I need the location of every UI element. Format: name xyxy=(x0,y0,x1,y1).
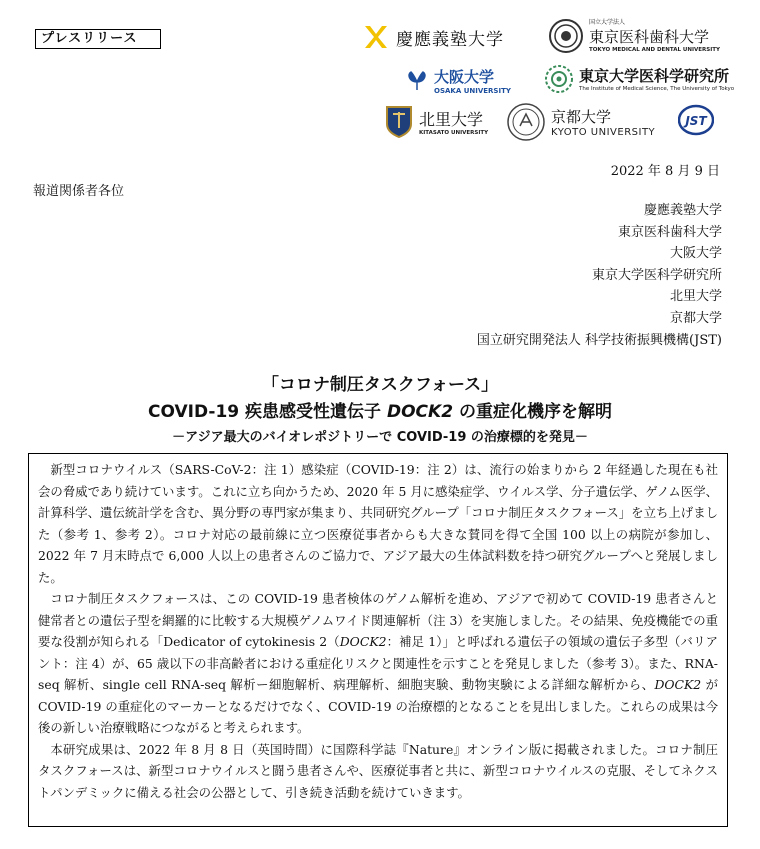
jst-mark-icon xyxy=(678,104,714,136)
title-gene-name: DOCK2 xyxy=(386,402,454,422)
title-line-2 xyxy=(0,397,760,422)
ims-english: The Institute of Medical Science, The University of Tokyo xyxy=(579,86,735,92)
summary-paragraph-1: 新型コロナウイルス（SARS-CoV-2：注 1）感染症（COVID-19：注 2）は、流行の始まりから 2 年経過した現在も社会の脅威であり続けています。これに立ち向かうため、2020 年 5 月に感染症学、ウイルス学、分子遺伝学、ゲノム医学、計算科学、遺伝統計学を含む、異分野の専門家が集まり、共同研究グループ「コロナ制圧タスクフォース」を立ち上げました（参考 1、参考 2）。コロナ対応の最前線に立つ医療従事者からも大きな賛同を得て全国 100 以上の病院が参加し、2022 年 7 月末時点で 6,000 人以上の患者さんのご協力で、アジア最大の生体試料数を持つ研究グループへと発展しました。 xyxy=(38,462,718,585)
gene-name: DOCK2 xyxy=(654,677,702,692)
organization-item: 東京医科歯科大学 xyxy=(617,224,722,240)
organization-item: 大阪大学 xyxy=(669,246,722,262)
ims-emblem-icon xyxy=(544,64,574,94)
jst-logo xyxy=(678,104,714,136)
osaka-logo xyxy=(405,66,511,95)
organization-item: 国立研究開発法人 科学技術振興機構(JST) xyxy=(476,332,722,348)
organization-item: 北里大学 xyxy=(669,289,722,305)
summary-text: が COVID-19 の重症化のマーカーとなるだけでなく、COVID-19 の治療標的となることを見出しました。これらの成果は今後の新しい治療戦略につながると考えられます。 xyxy=(38,677,718,735)
keio-name: 慶應義塾大学 xyxy=(396,29,504,50)
tmdu-logo xyxy=(548,18,720,54)
tmdu-emblem-icon xyxy=(548,18,584,54)
kyoto-seal-icon xyxy=(506,102,546,142)
title-line-1: 「コロナ制圧タスクフォース」 xyxy=(261,375,499,395)
jst-mark-text: JST xyxy=(685,114,707,128)
summary-paragraph-2 xyxy=(38,588,718,739)
keio-pen-icon xyxy=(361,22,391,52)
press-release-label: プレスリリース xyxy=(35,29,161,49)
summary-paragraph-3: 本研究成果は、2022 年 8 月 8 日（英国時間）に国際科学誌『Nature』オンライン版に掲載されました。コロナ制圧タスクフォースは、新型コロナウイルスと闘う患者さんや、医療従事者と共に、新型コロナウイルスの克服、そしてネクストパンデミックに備える社会の公器として、引き続き活動を続けていきます。 xyxy=(38,741,718,800)
recipients-line: 報道関係者各位 xyxy=(33,184,125,199)
summary-box xyxy=(28,453,728,827)
organization-item: 東京大学医科学研究所 xyxy=(591,267,722,283)
kitasato-name: 北里大学 xyxy=(419,109,484,129)
osaka-english: OSAKA UNIVERSITY xyxy=(434,87,511,95)
summary-text: コロナ制圧タスクフォースは、この COVID-19 患者検体のゲノム解析を進め、アジアで初めて COVID-19 患者さんと健常者との遺伝子型を網羅的に比較する大規模ゲノムワイド関連解析（注 3）を実施しました。その結果、免疫機能での重要な役割が知られる「Dedicator of cytokinesis 2（ xyxy=(38,591,718,649)
osaka-ginkgo-icon xyxy=(405,70,429,92)
kitasato-logo xyxy=(384,104,488,138)
subtitle: －アジア最大のバイオレポジトリーで COVID-19 の治療標的を発見－ xyxy=(172,430,588,445)
osaka-name: 大阪大学 xyxy=(434,68,495,86)
tmdu-english: TOKYO MEDICAL AND DENTAL UNIVERSITY xyxy=(589,47,720,53)
tmdu-national-label: 国立大学法人 xyxy=(589,19,626,26)
organization-item: 慶應義塾大学 xyxy=(643,203,722,218)
title-prefix: COVID-19 疾患感受性遺伝子 xyxy=(148,402,387,422)
organization-item: 京都大学 xyxy=(669,310,722,326)
organization-list xyxy=(477,200,722,351)
kyoto-logo xyxy=(506,102,655,142)
title-suffix: の重症化機序を解明 xyxy=(453,402,612,422)
keio-logo xyxy=(361,22,504,52)
gene-name: DOCK2 xyxy=(339,634,387,649)
release-date: 2022 年 8 月 9 日 xyxy=(610,164,720,179)
tmdu-name: 東京医科歯科大学 xyxy=(589,28,710,46)
ims-logo xyxy=(544,64,734,94)
summary-text: ：補足 1）」と呼ばれる遺伝子の領域の遺伝子多型（バリアント：注 4）が、65 歳以下の非高齢者における重症化リスクと関連性を示すことを発見しました（参考 3）。また、RNA-seq 解析、single cell RNA-seq 解析ー細胞解析、病理解析、細胞実験、動物実験による詳細な解析から、 xyxy=(38,634,718,692)
kitasato-shield-icon xyxy=(384,104,414,138)
kyoto-name: 京都大学 xyxy=(551,108,612,126)
ims-name: 東京大学医科学研究所 xyxy=(579,67,730,85)
kitasato-english: KITASATO UNIVERSITY xyxy=(419,129,489,136)
kyoto-english: KYOTO UNIVERSITY xyxy=(551,127,656,138)
